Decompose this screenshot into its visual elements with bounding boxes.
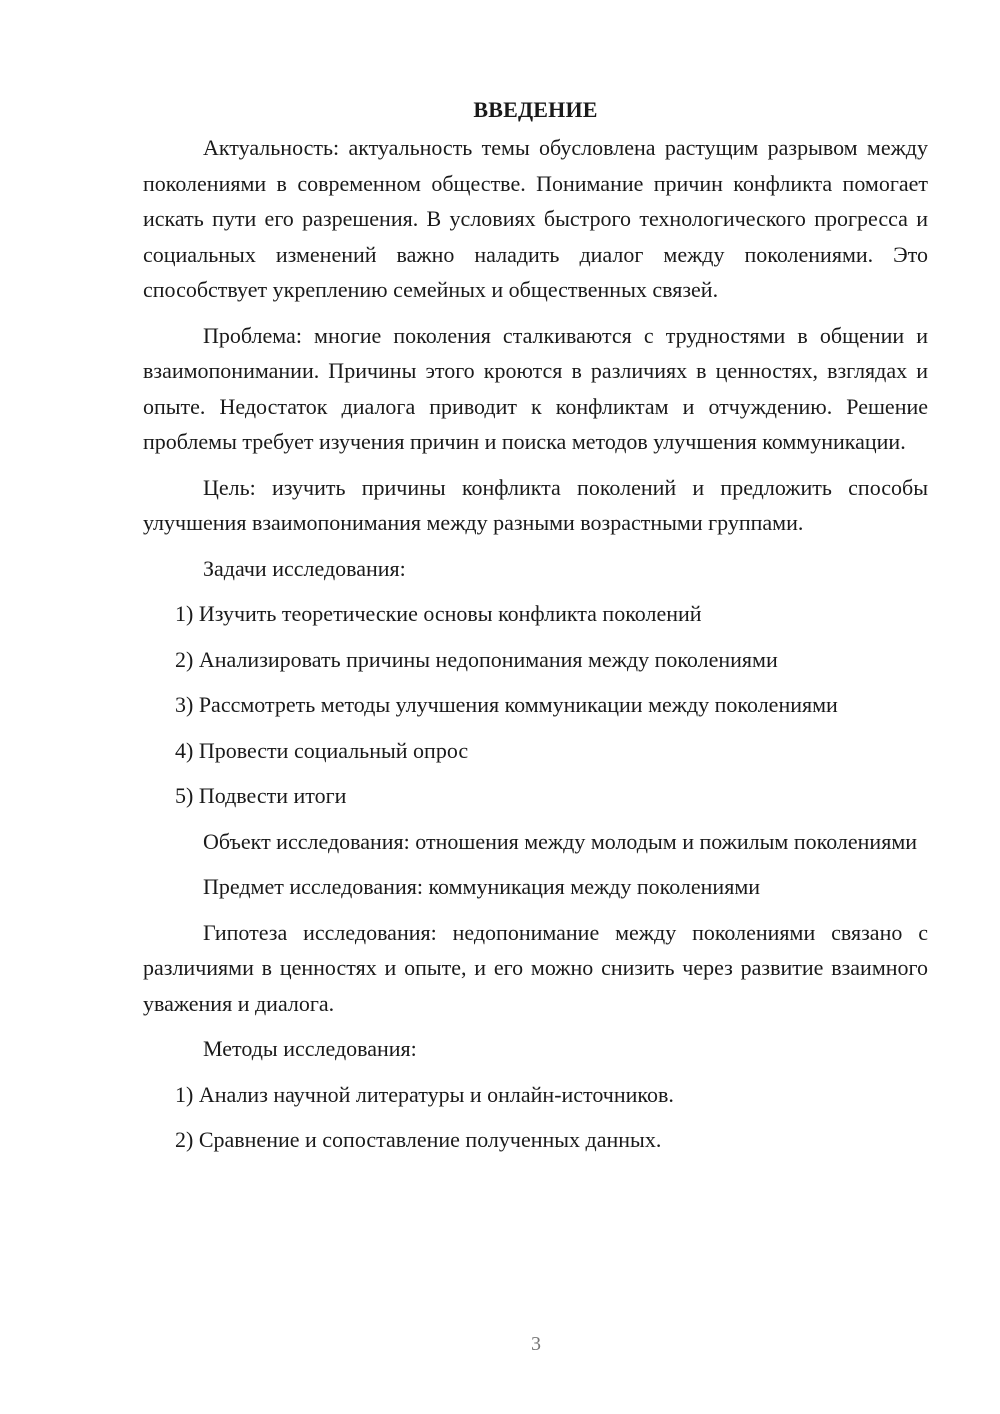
tasks-title: Задачи исследования: xyxy=(203,555,406,581)
method-item-2: 2) Сравнение и сопоставление полученных данных. xyxy=(175,1127,662,1152)
task-item-4: 4) Провести социальный опрос xyxy=(175,737,469,763)
method-item-1: 1) Анализ научной литературы и онлайн-источников. xyxy=(175,1081,674,1107)
subject-paragraph: Предмет исследования: коммуникация между поколениями xyxy=(203,874,761,899)
goal-paragraph: Цель: изучить причины конфликта поколений и предложить способы улучшения взаимопонимания между разными возрастными группами. xyxy=(143,474,928,535)
hypothesis-paragraph: Гипотеза исследования: недопонимание между поколениями связано с различиями в ценностях и опыте, и его можно снизить через развитие взаимного уважения и диалога. xyxy=(143,919,928,1016)
task-item-5: 5) Подвести итоги xyxy=(175,783,347,808)
methods-title: Методы исследования: xyxy=(203,1036,417,1061)
page-content xyxy=(143,90,928,1168)
task-item-2: 2) Анализировать причины недопонимания между поколениями xyxy=(175,646,778,672)
object-paragraph: Объект исследования: отношения между молодым и пожилым поколениями xyxy=(203,828,918,854)
task-item-3: 3) Рассмотреть методы улучшения коммуникации между поколениями xyxy=(175,692,838,717)
page-number: 3 xyxy=(531,1333,541,1355)
task-item-1: 1) Изучить теоретические основы конфликта поколений xyxy=(175,601,702,626)
page-title: ВВЕДЕНИЕ xyxy=(473,97,598,122)
relevance-paragraph: Актуальность: актуальность темы обусловлена растущим разрывом между поколениями в современном обществе. Понимание причин конфликта помогает искать пути его разрешения. В условиях быстрого технологического прогресса и социальных изменений важно наладить диалог между поколениями. Это способствует укреплению семейных и общественных связей. xyxy=(143,135,928,302)
problem-paragraph: Проблема: многие поколения сталкиваются с трудностями в общении и взаимопонимании. Причины этого кроются в различиях в ценностях, взглядах и опыте. Недостаток диалога приводит к конфликтам и отчуждению. Решение проблемы требует изучения причин и поиска методов улучшения коммуникации. xyxy=(143,322,928,454)
